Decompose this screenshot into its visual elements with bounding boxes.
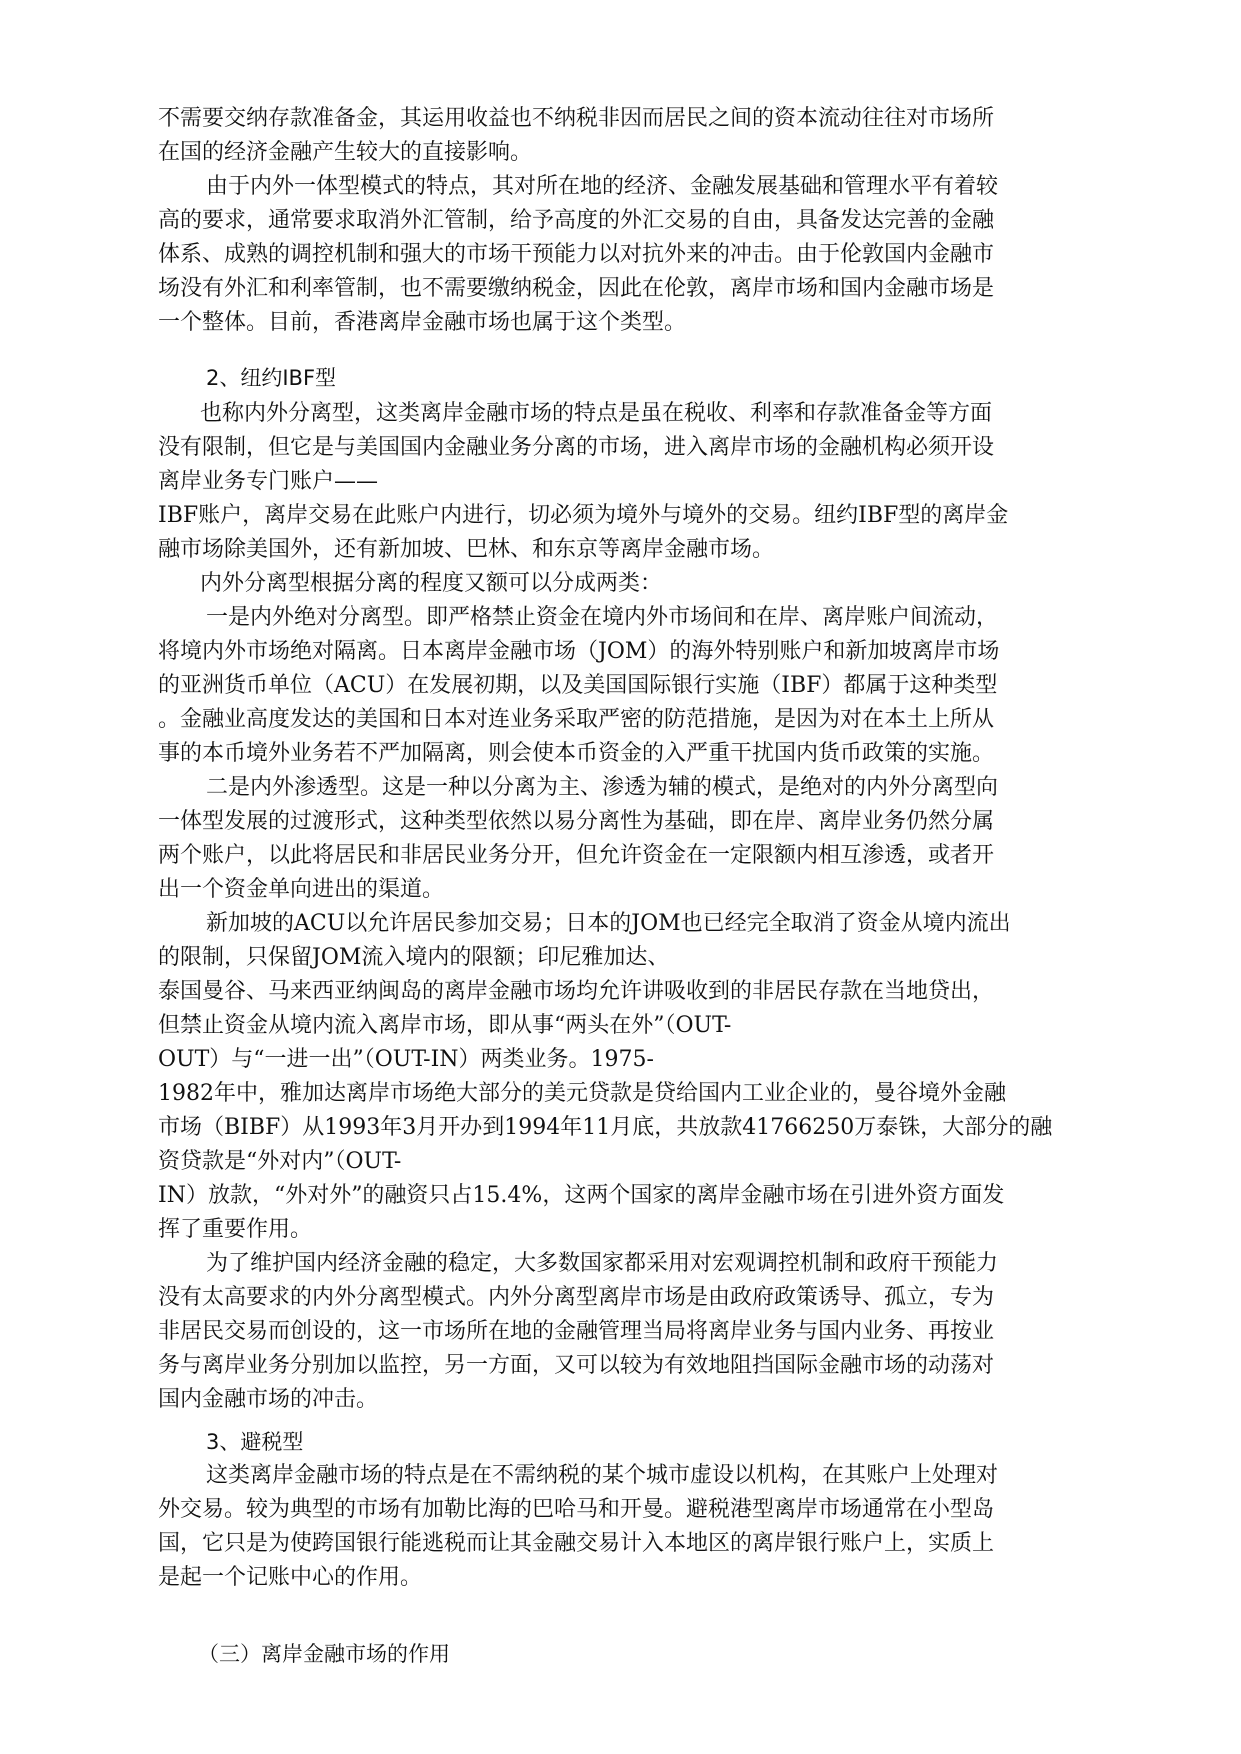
body-line: 是起一个记账中心的作用。 [158,1565,423,1590]
body-line: 没有限制，但它是与美国国内金融业务分离的市场，进入离岸市场的金融机构必须开设 [158,435,995,460]
body-line: 一体型发展的过渡形式，这种类型依然以易分离性为基础，即在岸、离岸业务仍然分属 [158,809,995,834]
body-line: 资贷款是“外对内”（OUT- [158,1149,402,1174]
body-line: 挥了重要作用。 [158,1217,313,1242]
paragraph-first-line: 为了维护国内经济金融的稳定，大多数国家都采用对宏观调控机制和政府干预能力 [206,1251,999,1276]
body-line: 体系、成熟的调控机制和强大的市场干预能力以对抗外来的冲击。由于伦敦国内金融市 [158,242,995,267]
paragraph-first-line: 也称内外分离型，这类离岸金融市场的特点是虽在税收、利率和存款准备金等方面 [200,401,993,426]
body-line: 事的本币境外业务若不严加隔离，则会使本币资金的入严重干扰国内货币政策的实施。 [158,741,995,766]
body-line: 没有太高要求的内外分离型模式。内外分离型离岸市场是由政府政策诱导、孤立，专为 [158,1285,995,1310]
body-line: 国，它只是为使跨国银行能逃税而让其金融交易计入本地区的离岸银行账户上，实质上 [158,1531,995,1556]
body-line: 场没有外汇和利率管制，也不需要缴纳税金，因此在伦敦，离岸市场和国内金融市场是 [158,276,995,301]
body-line: 的限制，只保留JOM流入境内的限额；印尼雅加达、 [158,945,670,970]
section-heading-nyibf: 2、纽约IBF型 [206,366,337,390]
body-line: IBF账户，离岸交易在此账户内进行，切必须为境外与境外的交易。纽约IBF型的离岸金 [158,503,1009,528]
paragraph-first-line: 一是内外绝对分离型。即严格禁止资金在境内外市场间和在岸、离岸账户间流动， [206,605,999,630]
body-line: 市场（BIBF）从1993年3月开办到1994年11月底，共放款41766250万泰铢，大部分的融 [158,1115,1053,1140]
body-line: 离岸业务专门账户—— [158,469,379,494]
body-line: 两个账户，以此将居民和非居民业务分开，但允许资金在一定限额内相互渗透，或者开 [158,843,995,868]
section-heading-role: （三）离岸金融市场的作用 [198,1642,450,1666]
paragraph-first-line: 这类离岸金融市场的特点是在不需纳税的某个城市虚设以机构，在其账户上处理对 [206,1463,999,1488]
body-line: 出一个资金单向进出的渠道。 [158,877,445,902]
body-line: 国内金融市场的冲击。 [158,1387,379,1412]
section-heading-tax-haven: 3、避税型 [206,1430,304,1454]
body-line: IN）放款，“外对外”的融资只占15.4%，这两个国家的离岸金融市场在引进外资方面发 [158,1183,1005,1208]
body-line: 务与离岸业务分别加以监控，另一方面，又可以较为有效地阻挡国际金融市场的动荡对 [158,1353,995,1378]
body-line: 在国的经济金融产生较大的直接影响。 [158,140,533,165]
paragraph-first-line: 新加坡的ACU以允许居民参加交易；日本的JOM也已经完全取消了资金从境内流出 [206,911,1011,936]
paragraph-first-line: 内外分离型根据分离的程度又额可以分成两类： [200,571,663,596]
body-line: 融市场除美国外，还有新加坡、巴林、和东京等离岸金融市场。 [158,537,775,562]
body-line: OUT）与“一进一出”（OUT-IN）两类业务。1975- [158,1047,654,1072]
paragraph-first-line: 二是内外渗透型。这是一种以分离为主、渗透为辅的模式，是绝对的内外分离型向 [206,775,999,800]
body-line: 。金融业高度发达的美国和日本对连业务采取严密的防范措施，是因为对在本土上所从 [158,707,995,732]
body-line: 非居民交易而创设的，这一市场所在地的金融管理当局将离岸业务与国内业务、再按业 [158,1319,995,1344]
body-line: 泰国曼谷、马来西亚纳闽岛的离岸金融市场均允许讲吸收到的非居民存款在当地贷出， [158,979,995,1004]
body-line: 高的要求，通常要求取消外汇管制，给予高度的外汇交易的自由，具备发达完善的金融 [158,208,995,233]
body-line: 不需要交纳存款准备金，其运用收益也不纳税非因而居民之间的资本流动往往对市场所 [158,106,995,131]
body-line: 一个整体。目前，香港离岸金融市场也属于这个类型。 [158,310,687,335]
body-line: 将境内外市场绝对隔离。日本离岸金融市场（JOM）的海外特别账户和新加坡离岸市场 [158,639,1000,664]
body-line: 的亚洲货币单位（ACU）在发展初期，以及美国国际银行实施（IBF）都属于这种类型 [158,673,998,698]
paragraph-first-line: 由于内外一体型模式的特点，其对所在地的经济、金融发展基础和管理水平有着较 [206,174,999,199]
body-line: 但禁止资金从境内流入离岸市场，即从事“两头在外”（OUT- [158,1013,732,1038]
body-line: 外交易。较为典型的市场有加勒比海的巴哈马和开曼。避税港型离岸市场通常在小型岛 [158,1497,995,1522]
body-line: 1982年中，雅加达离岸市场绝大部分的美元贷款是贷给国内工业企业的，曼谷境外金融 [158,1081,1006,1106]
